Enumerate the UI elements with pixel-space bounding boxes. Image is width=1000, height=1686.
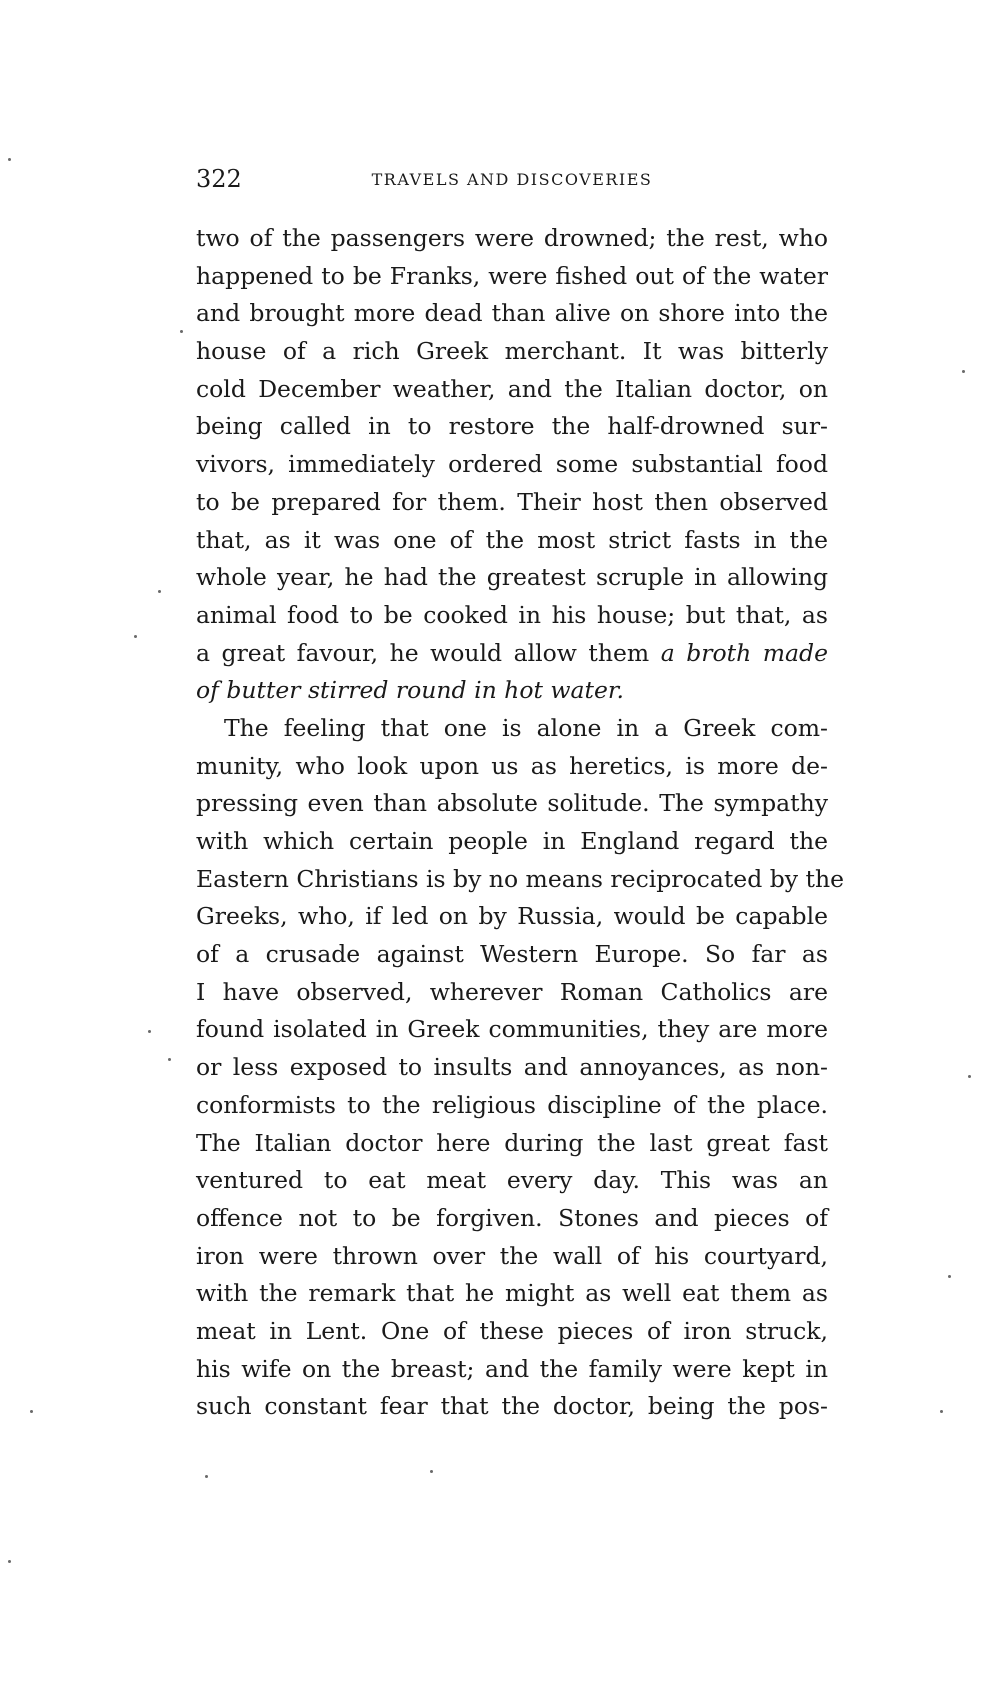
- text-line: ventured to eat meat every day. This was an: [196, 1166, 828, 1195]
- scan-speck: [205, 1475, 208, 1478]
- scan-speck: [962, 370, 965, 373]
- text-line: with the remark that he might as well eat them as: [196, 1279, 828, 1308]
- text-line-first: The feeling that one is alone in a Greek com-: [224, 713, 828, 742]
- italic-phrase: a broth made: [660, 638, 828, 667]
- text-line-mixed: [196, 635, 828, 673]
- scan-speck: [430, 1470, 433, 1473]
- text-line: munity, who look upon us as heretics, is more de-: [196, 751, 828, 780]
- text-segment: a great favour, he would allow them: [196, 638, 650, 667]
- text-line: his wife on the breast; and the family were kept in: [196, 1354, 828, 1383]
- text-line: conformists to the religious discipline of the place.: [196, 1090, 828, 1119]
- text-line: to be prepared for them. Their host then observed: [196, 487, 828, 516]
- text-line: vivors, immediately ordered some substantial food: [196, 450, 828, 479]
- text-line: The Italian doctor here during the last great fast: [196, 1128, 828, 1157]
- text-line: that, as it was one of the most strict fasts in the: [196, 525, 828, 554]
- text-line: I have observed, wherever Roman Catholics are: [196, 977, 828, 1006]
- text-line: with which certain people in England regard the: [196, 827, 828, 855]
- scan-speck: [180, 330, 183, 333]
- running-header: [196, 164, 828, 194]
- text-line: happened to be Franks, were fished out of the water: [196, 261, 828, 290]
- scan-speck: [8, 1560, 11, 1563]
- text-line: or less exposed to insults and annoyances, as non-: [196, 1053, 828, 1082]
- text-line: and brought more dead than alive on shore into the: [196, 299, 828, 328]
- text-line: Eastern Christians is by no means reciprocated by the: [196, 864, 844, 893]
- scan-speck: [948, 1275, 951, 1278]
- text-line: house of a rich Greek merchant. It was bitterly: [196, 337, 828, 366]
- text-line: Greeks, who, if led on by Russia, would be capable: [196, 902, 828, 931]
- text-line: meat in Lent. One of these pieces of iron struck,: [196, 1316, 828, 1345]
- body-text: [196, 220, 844, 1426]
- text-line: iron were thrown over the wall of his courtyard,: [196, 1241, 828, 1270]
- scan-speck: [134, 635, 137, 638]
- scan-speck: [940, 1410, 943, 1413]
- running-title: TRAVELS AND DISCOVERIES: [371, 170, 653, 189]
- page-number: 322: [196, 165, 242, 193]
- text-line: offence not to be forgiven. Stones and pieces of: [196, 1203, 828, 1232]
- scan-speck: [968, 1075, 971, 1078]
- text-line: being called in to restore the half-drowned sur-: [196, 412, 828, 441]
- scan-speck: [158, 590, 161, 593]
- italic-phrase-end: of butter stirred round in hot water.: [196, 676, 624, 705]
- text-line: found isolated in Greek communities, they are more: [196, 1015, 828, 1044]
- scan-speck: [148, 1030, 151, 1033]
- scan-speck: [30, 1410, 33, 1413]
- text-line: two of the passengers were drowned; the rest, who: [196, 224, 828, 252]
- text-line: cold December weather, and the Italian doctor, on: [196, 374, 828, 403]
- text-line: animal food to be cooked in his house; but that, as: [196, 600, 828, 629]
- paragraph-2: [196, 710, 844, 1426]
- paragraph-1: [196, 220, 828, 710]
- text-line: of a crusade against Western Europe. So far as: [196, 940, 828, 969]
- text-line: such constant fear that the doctor, being the pos-: [196, 1392, 828, 1421]
- text-line: pressing even than absolute solitude. The sympathy: [196, 789, 828, 818]
- scan-speck: [168, 1058, 171, 1061]
- scan-speck: [8, 158, 11, 161]
- text-line: whole year, he had the greatest scruple in allowing: [196, 563, 828, 592]
